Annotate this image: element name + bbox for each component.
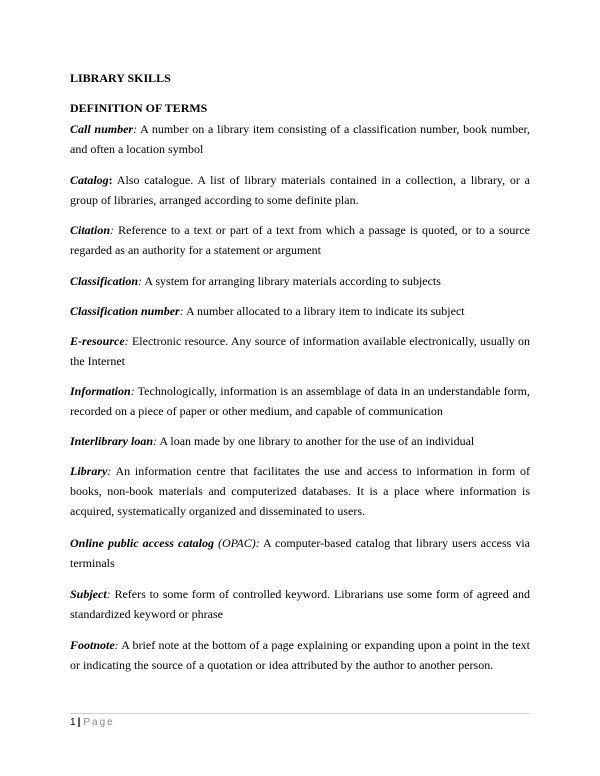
term-label: Call number <box>70 122 134 136</box>
term-separator: : <box>107 464 112 478</box>
definition-classification <box>70 271 530 291</box>
section-heading: DEFINITION OF TERMS <box>70 101 208 115</box>
definition-classification-number <box>70 301 530 321</box>
term-separator: : <box>110 223 115 237</box>
definition-text: A loan made by one library to another for the use of an individual <box>157 434 475 448</box>
term-separator: : <box>114 638 119 652</box>
term-separator: : <box>138 274 143 288</box>
definition-citation <box>70 220 530 260</box>
term-separator: : <box>124 334 129 348</box>
definition-interlibrary-loan <box>70 431 530 451</box>
term-separator: : <box>108 173 113 187</box>
definition-library <box>70 461 530 521</box>
term-label: Interlibrary loan <box>70 434 154 448</box>
definition-text: Reference to a text or part of a text from which a passage is quoted, or to a source regarded as an authority for a statement or argument <box>70 223 530 257</box>
definition-subject <box>70 584 530 624</box>
page-label: Page <box>83 717 115 728</box>
term-separator: : <box>179 304 184 318</box>
definition-text: A brief note at the bottom of a page explaining or expanding upon a point in the text or indicating the source of a quotation or idea attributed by the author to another person. <box>70 638 530 672</box>
definition-text: Technologically, information is an assemblage of data in an understandable form, recorded on a piece of paper or other medium, and capable of communication <box>70 384 530 418</box>
term-separator: : <box>106 587 111 601</box>
definition-information <box>70 381 530 421</box>
term-label: E-resource <box>70 334 125 348</box>
term-separator: (OPAC): <box>213 536 260 550</box>
definition-text: A number on a library item consisting of a classification number, book number, and often a location symbol <box>70 122 530 156</box>
definition-text: An information centre that facilitates the use and access to information in form of books, non-book materials and computerized databases. It is a place where information is acquired, systematically organized and disseminated to users. <box>70 464 530 518</box>
definition-footnote <box>70 635 530 675</box>
term-label: Library <box>70 464 108 478</box>
term-separator: : <box>133 122 138 136</box>
page-number: 1 <box>70 717 76 728</box>
term-label: Online public access catalog <box>70 536 214 550</box>
definition-text: Refers to some form of controlled keyword. Librarians use some form of agreed and standardized keyword or phrase <box>70 587 530 621</box>
document-title: LIBRARY SKILLS <box>70 71 171 85</box>
term-label: Classification <box>70 274 139 288</box>
definition-text: Electronic resource. Any source of information available electronically, usually on the Internet <box>70 334 530 368</box>
definition-text: A system for arranging library materials according to subjects <box>142 274 441 288</box>
page-footer <box>70 717 115 729</box>
definition-text: A number allocated to a library item to indicate its subject <box>183 304 465 318</box>
definition-call-number <box>70 119 530 159</box>
definition-opac <box>70 533 530 573</box>
term-separator: : <box>130 384 135 398</box>
term-separator: : <box>153 434 158 448</box>
term-label: Information <box>70 384 131 398</box>
definition-text: Also catalogue. A list of library materials contained in a collection, a library, or a group of libraries, arranged according to some definite plan. <box>70 173 530 207</box>
term-label: Citation <box>70 223 111 237</box>
definition-text: A computer-based catalog that library users access via terminals <box>70 536 530 570</box>
footer-separator: | <box>77 717 81 728</box>
footer-divider <box>70 713 530 714</box>
definition-e-resource <box>70 331 530 371</box>
definition-catalog <box>70 170 530 210</box>
term-label: Footnote <box>70 638 115 652</box>
term-label: Catalog <box>70 173 109 187</box>
term-label: Classification number <box>70 304 180 318</box>
term-label: Subject <box>70 587 107 601</box>
